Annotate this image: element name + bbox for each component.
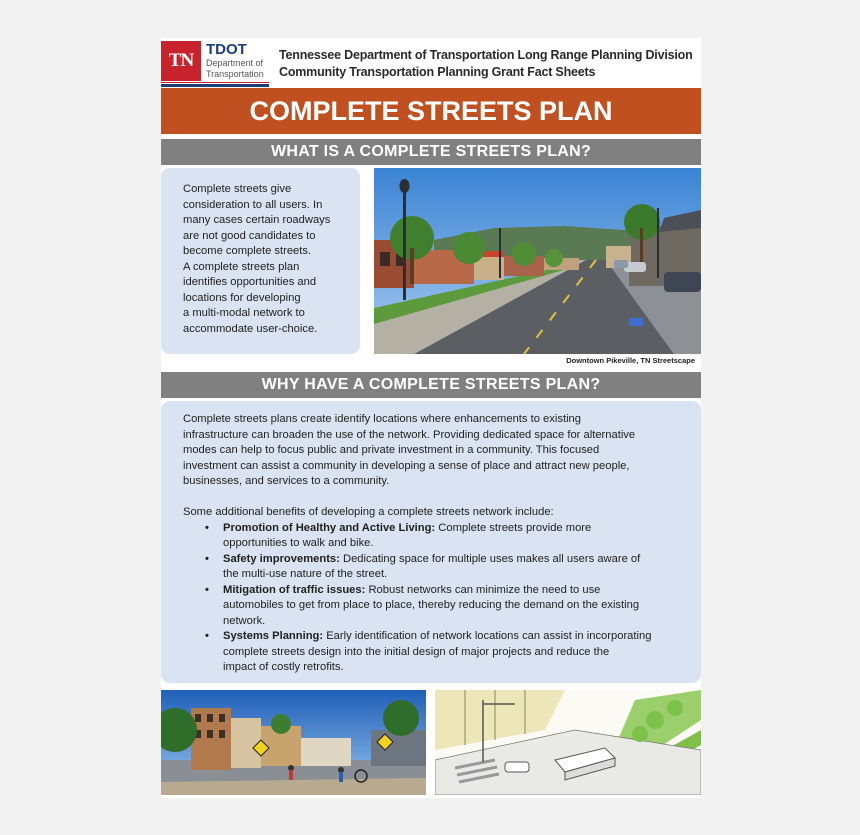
bullet-text: Robust networks can minimize the need to use <box>365 583 601 596</box>
bullet-text: Complete streets provide more <box>435 521 592 534</box>
logo-subtitle-2: Transportation <box>206 69 264 79</box>
what-line: Complete streets give <box>183 183 292 195</box>
bullet: • <box>205 630 209 642</box>
fact-sheet-page <box>161 38 701 798</box>
bullet-text: network. <box>223 614 266 627</box>
benefits-list <box>183 521 679 676</box>
what-line: A complete streets plan <box>183 260 300 273</box>
list-item <box>205 629 679 676</box>
photo-caption: Downtown Pikeville, TN Streetscape <box>566 356 695 365</box>
bullet-text: impact of costly retrofits. <box>223 661 344 673</box>
what-line: become complete streets. <box>183 245 312 257</box>
list-item <box>205 552 679 583</box>
streetscape-photo <box>374 168 701 354</box>
bullet-text: automobiles to get from place to place, thereby reducing the demand on the existing <box>223 599 640 611</box>
bullet-text: the multi-use nature of the street. <box>223 568 388 580</box>
what-line: are not good candidates to <box>183 229 316 242</box>
why-text-box <box>161 401 701 683</box>
bullet-label: Mitigation of traffic issues: <box>223 583 366 596</box>
bullet: • <box>205 583 209 596</box>
why-intro-line: infrastructure can broaden the use of the network. Providing dedicated space for alternative <box>183 428 636 441</box>
bullet-text: Early identification of network locations can assist in incorporating <box>323 630 652 642</box>
section-heading-why: WHY HAVE A COMPLETE STREETS PLAN? <box>161 372 701 398</box>
logo-subtitle-1: Department of <box>206 58 264 68</box>
why-intro-line: Complete streets plans create identify locations where enhancements to existing <box>183 413 581 425</box>
tdot-logo-text <box>206 42 276 80</box>
what-line: many cases certain roadways <box>183 214 331 226</box>
what-line: locations for developing <box>183 291 301 304</box>
why-intro-line: investment can assist a community in developing a sense of place and attract new people, <box>183 459 630 472</box>
page-title: COMPLETE STREETS PLAN <box>161 88 701 134</box>
header-line-1: Tennessee Department of Transportation Long Range Planning Division <box>279 48 693 62</box>
what-line: a multi-modal network to <box>183 307 305 319</box>
bullet: • <box>205 552 209 565</box>
benefits-intro: Some additional benefits of developing a complete streets network include: <box>183 506 554 518</box>
bullet-text: Dedicating space for multiple uses makes all users aware of <box>339 552 641 565</box>
why-intro-line: modes can help to focus public and private investment in a community. This focused <box>183 444 600 456</box>
section-heading-what: WHAT IS A COMPLETE STREETS PLAN? <box>161 139 701 165</box>
bullet-text: opportunities to walk and bike. <box>223 537 374 549</box>
list-item <box>205 521 679 552</box>
bullet-label: Systems Planning: <box>223 630 324 642</box>
rendering-street-photo <box>161 690 426 795</box>
bullet-label: Safety improvements: <box>223 552 340 565</box>
bullet-label: Promotion of Healthy and Active Living: <box>223 521 436 534</box>
what-is-text-box <box>161 168 360 354</box>
bullet-text: complete streets design into the initial design of major projects and reduce the <box>223 645 610 658</box>
header-line-2: Community Transportation Planning Grant Fact Sheets <box>279 65 596 79</box>
logo-blue-rule <box>161 84 269 87</box>
what-line: consideration to all users. In <box>183 198 323 211</box>
tn-logo-mark: TN <box>161 41 201 81</box>
logo-title: TDOT <box>206 41 247 58</box>
logo-red-rule <box>161 82 269 83</box>
what-line: identifies opportunities and <box>183 276 317 288</box>
bullet: • <box>205 521 209 534</box>
why-intro-line: businesses, and services to a community. <box>183 475 390 487</box>
what-line: accommodate user-choice. <box>183 322 318 335</box>
complete-street-sketch <box>435 690 701 795</box>
list-item <box>205 583 679 630</box>
header-text <box>279 47 699 81</box>
